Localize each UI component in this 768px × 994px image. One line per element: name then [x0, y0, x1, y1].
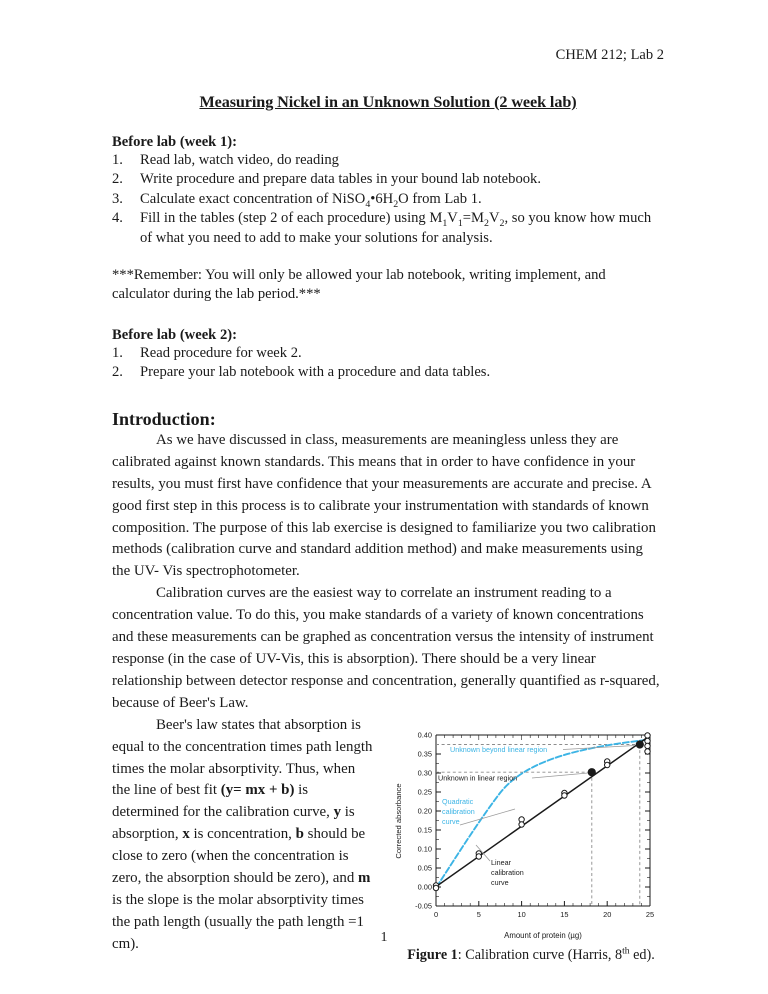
chart-right-ticks	[645, 735, 650, 897]
before-lab-week2-list	[112, 344, 664, 383]
svg-text:0.40: 0.40	[417, 730, 432, 740]
svg-text:5: 5	[476, 909, 481, 919]
running-head: CHEM 212; Lab 2	[555, 47, 664, 63]
chart-svg	[388, 721, 664, 943]
unknown-beyond-point	[636, 740, 644, 748]
list-item-text: Fill in the tables (step 2 of each procedure) using $M_1V_1=M_2V_2$, so you know how much of what you need to add to make your solutions for analysis.	[140, 210, 652, 247]
page-number: 1	[380, 930, 388, 945]
list-item-number: 2.	[112, 364, 123, 381]
svg-text:0.00: 0.00	[417, 882, 432, 892]
list-item-number: 4.	[112, 210, 123, 227]
list-item-number: 1.	[112, 151, 123, 168]
svg-text:0.35: 0.35	[417, 749, 432, 759]
unknown-linear-point	[588, 768, 596, 776]
svg-text:0.25: 0.25	[417, 787, 432, 797]
list-item	[112, 190, 664, 210]
svg-text:0.05: 0.05	[417, 863, 432, 873]
list-item-number: 2.	[112, 171, 123, 188]
chart-ylabel: Corrected absorbance	[394, 783, 403, 859]
list-item-number: 1.	[112, 344, 123, 361]
svg-text:0.30: 0.30	[417, 768, 432, 778]
remember-note: ***Remember: You will only be allowed your lab notebook, writing implement, and calculator during the lab period.***	[112, 266, 606, 303]
svg-text:0.10: 0.10	[417, 844, 432, 854]
introduction-paragraph-2: Calibration curves are the easiest way to correlate an instrument reading to a concentration value. To do this, you make standards of a variety of known concentrations and these measurements can be graphed as concentration versus the intensity of instrument response (in the case of UV-Vis, this is absorption). There should be a very linear relationship between detector response and concentration, generally quantified as r-squared, because of Beer's Law.	[112, 585, 660, 711]
figure-caption-tail: ed).	[629, 946, 655, 963]
list-item	[112, 209, 664, 248]
chart-axes	[436, 735, 650, 906]
before-lab-week1-list	[112, 151, 664, 249]
calibration-curve-chart	[388, 721, 664, 943]
svg-text:0.20: 0.20	[417, 806, 432, 816]
chart-top-ticks	[445, 735, 642, 740]
list-item	[112, 344, 664, 364]
list-item-text: Write procedure and prepare data tables in your bound lab notebook.	[140, 171, 542, 188]
svg-text:25: 25	[645, 909, 655, 919]
section-heading-before-lab-week2: Before lab (week 2):	[112, 326, 237, 343]
list-item	[112, 363, 664, 383]
annotation-linear-line-3: curve	[491, 877, 509, 887]
section-heading-before-lab-week1: Before lab (week 1):	[112, 133, 237, 150]
list-item	[112, 151, 664, 171]
figure-caption-label: Figure 1	[407, 946, 458, 963]
svg-text:20: 20	[603, 909, 612, 919]
list-item-text: Calculate exact concentration of $NiSO_4•6H_2O$ from Lab 1.	[140, 190, 482, 210]
list-item-number: 3.	[112, 190, 123, 207]
page-content	[112, 0, 664, 964]
chart-xticks	[434, 901, 654, 919]
svg-text:-0.05: -0.05	[415, 901, 432, 911]
annotation-unknown-in-linear: Unknown in linear region	[438, 773, 518, 783]
chart-guide-lines	[436, 744, 640, 906]
chart-annotations	[438, 745, 547, 887]
annotation-quadratic-line-3: curve	[442, 816, 460, 826]
introduction-paragraph-3: Beer's law states that absorption is equal to the concentration times path length times the molar absorptivity. Thus, when the line of best fit (y= mx + b) is determined for the calibration curve, y is absorption, x is concentration, b should be close to zero (when the concentration is zero, the absorption should be zero), and m is the slope is the molar absorptivity times the path length (usually the path length =1 cm).	[112, 716, 373, 952]
svg-text:0.15: 0.15	[417, 825, 432, 835]
list-item	[112, 170, 664, 190]
annotation-linear-line-2: calibration	[491, 867, 524, 877]
svg-text:10: 10	[517, 909, 526, 919]
annotation-unknown-beyond-linear: Unknown beyond linear region	[450, 744, 548, 754]
list-item-text: Prepare your lab notebook with a procedure and data tables.	[140, 364, 491, 381]
chart-xlabel: Amount of protein (µg)	[504, 930, 582, 940]
annotation-linear-line-1: Linear	[491, 857, 511, 867]
figure-caption-text: : Calibration curve (Harris, 8	[457, 946, 623, 963]
list-item-text: Read procedure for week 2.	[140, 344, 302, 361]
section-heading-introduction: Introduction:	[112, 408, 216, 429]
annotation-quadratic-line-1: Quadratic	[442, 796, 474, 806]
figure-caption-ordinal: th	[622, 944, 630, 956]
figure-caption	[388, 944, 664, 964]
page-title: Measuring Nickel in an Unknown Solution (2 week lab)	[199, 92, 577, 111]
figure-1	[388, 721, 664, 964]
svg-text:0: 0	[433, 909, 439, 919]
annotation-quadratic-line-2: calibration	[442, 806, 475, 816]
list-item-text: Read lab, watch video, do reading	[140, 151, 339, 168]
introduction-paragraph-1: As we have discussed in class, measurements are meaningless unless they are calibrated against known standards. This means that in order to have confidence in your results, you must first have confidence that your measurements are accurate and precise. A good first step in this process is to calibrate your instrumentation with standards of known composition. The purpose of this lab exercise is designed to familiarize you two calibration methods (calibration curve and standard addition method) and make measurements using the UV- Vis spectrophotometer.	[112, 431, 656, 580]
svg-text:15: 15	[560, 909, 569, 919]
